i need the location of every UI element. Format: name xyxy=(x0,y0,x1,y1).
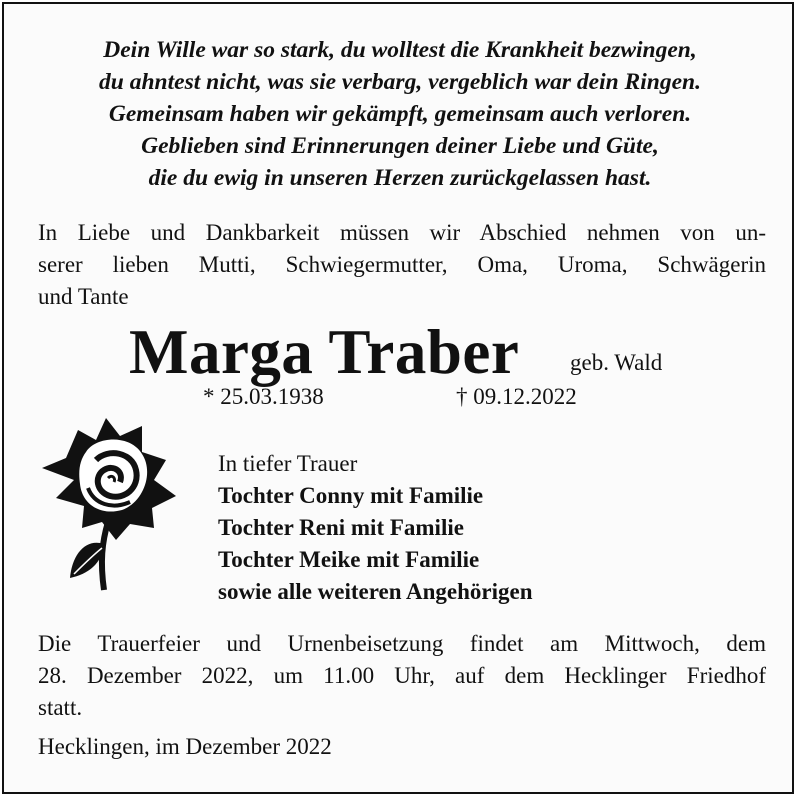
place-date: Hecklingen, im Dezember 2022 xyxy=(38,734,332,759)
obituary-notice xyxy=(2,2,794,794)
poem-line: Gemeinsam haben wir gekämpft, gemeinsam auch verloren. xyxy=(108,101,692,127)
deceased-name: Marga Traber xyxy=(129,317,520,387)
poem xyxy=(4,34,796,194)
rose-icon xyxy=(38,412,180,596)
poem-line: Geblieben sind Erinnerungen deiner Liebe und Güte, xyxy=(141,133,659,159)
funeral-line: Die Trauerfeier und Urnenbeisetzung findet am Mittwoch, dem xyxy=(38,631,766,656)
mourners-intro: In tiefer Trauer xyxy=(218,451,358,476)
funeral-info xyxy=(38,628,766,724)
mourner-entry: sowie alle weiteren Angehörigen xyxy=(218,579,533,604)
intro-line: und Tante xyxy=(38,284,129,309)
birth-date: * 25.03.1938 xyxy=(203,384,324,409)
funeral-line: 28. Dezember 2022, um 11.00 Uhr, auf dem Hecklinger Friedhof xyxy=(38,663,766,688)
poem-line: Dein Wille war so stark, du wolltest die Krankheit bezwingen, xyxy=(103,37,697,63)
intro-line: serer lieben Mutti, Schwiegermutter, Oma, Uroma, Schwägerin xyxy=(38,252,766,277)
maiden-name: geb. Wald xyxy=(570,350,663,375)
mourner-entry: Tochter Conny mit Familie xyxy=(218,483,484,508)
mourner-entry: Tochter Meike mit Familie xyxy=(218,547,480,572)
death-date: † 09.12.2022 xyxy=(456,384,577,409)
mourners-block xyxy=(218,448,533,608)
intro-line: In Liebe und Dankbarkeit müssen wir Abschied nehmen von un- xyxy=(38,220,766,245)
farewell-intro xyxy=(38,217,766,313)
funeral-line: statt. xyxy=(38,695,83,720)
poem-line: du ahntest nicht, was sie verbarg, vergeblich war dein Ringen. xyxy=(99,69,701,95)
mourner-entry: Tochter Reni mit Familie xyxy=(218,515,464,540)
poem-line: die du ewig in unseren Herzen zurückgelassen hast. xyxy=(148,165,652,191)
